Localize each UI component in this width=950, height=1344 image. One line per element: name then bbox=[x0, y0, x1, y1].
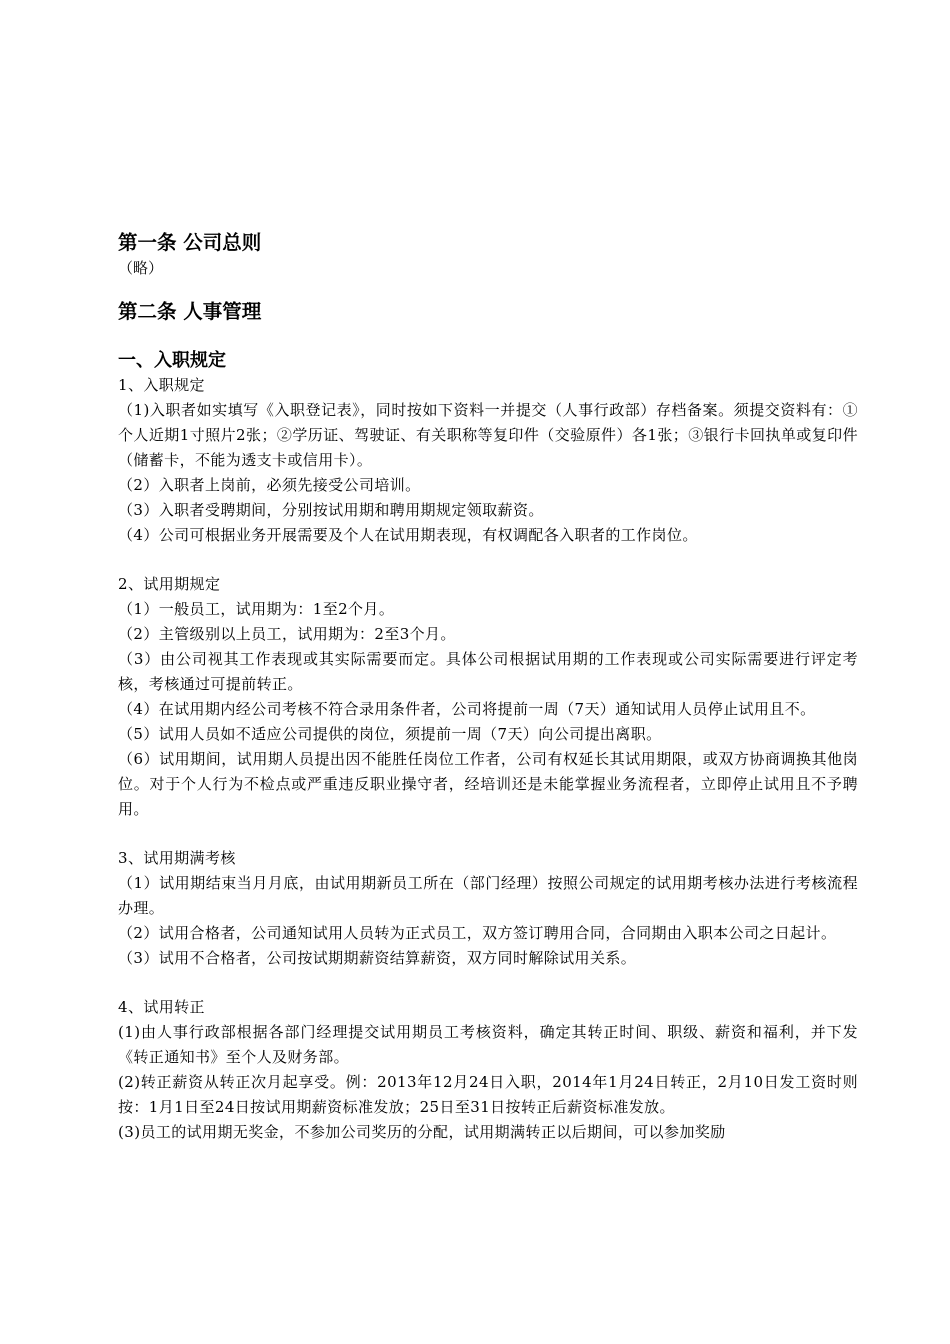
article-1-title: 第一条 公司总则 bbox=[118, 231, 262, 254]
paragraph: （3）由公司视其工作表现或其实际需要而定。具体公司根据试用期的工作表现或公司实际需要进行评定考核，考核通过可提前转正。 bbox=[118, 650, 858, 693]
paragraph: （3）试用不合格者，公司按试期期薪资结算薪资，双方同时解除试用关系。 bbox=[118, 949, 637, 967]
paragraph: （3）入职者受聘期间，分别按试用期和聘用期规定领取薪资。 bbox=[118, 501, 544, 519]
document-page bbox=[118, 230, 858, 1145]
spacer bbox=[118, 971, 858, 995]
spacer bbox=[118, 325, 858, 349]
paragraph: (3)员工的试用期无奖金，不参加公司奖历的分配，试用期满转正以后期间，可以参加奖励 bbox=[118, 1123, 726, 1141]
paragraph: （1)入职者如实填写《入职登记表》，同时按如下资料一并提交（人事行政部）存档备案。须提交资料有：①个人近期1寸照片2张；②学历证、驾驶证、有关职称等复印件（交验原件）各1张；③银行卡回执单或复印件（储蓄卡，不能为透支卡或信用卡）。 bbox=[118, 401, 858, 469]
subsection-1-title: 1、入职规定 bbox=[118, 376, 205, 394]
paragraph: （1）一般员工，试用期为：1至2个月。 bbox=[118, 600, 395, 618]
section-1-title: 一、入职规定 bbox=[118, 350, 226, 371]
spacer bbox=[118, 822, 858, 846]
paragraph: (2)转正薪资从转正次月起享受。例：2013年12月24日入职，2014年1月24日转正，2月10日发工资时则按：1月1日至24日按试用期薪资标准发放；25日至31日按转正后薪资标准发放。 bbox=[118, 1073, 858, 1116]
article-2-title: 第二条 人事管理 bbox=[118, 300, 262, 323]
spacer bbox=[118, 548, 858, 572]
subsection-4-title: 4、试用转正 bbox=[118, 998, 205, 1016]
paragraph: （5）试用人员如不适应公司提供的岗位，须提前一周（7天）向公司提出离职。 bbox=[118, 725, 662, 743]
paragraph: （4）在试用期内经公司考核不符合录用条件者，公司将提前一周（7天）通知试用人员停止试用且不。 bbox=[118, 700, 816, 718]
paragraph: （2）入职者上岗前，必须先接受公司培训。 bbox=[118, 476, 421, 494]
article-1-note: （略） bbox=[118, 259, 164, 277]
paragraph: (1)由人事行政部根据各部门经理提交试用期员工考核资料，确定其转正时间、职级、薪资和福利，并下发《转正通知书》至个人及财务部。 bbox=[118, 1023, 858, 1066]
subsection-3-title: 3、试用期满考核 bbox=[118, 849, 236, 867]
paragraph: （1）试用期结束当月月底，由试用期新员工所在（部门经理）按照公司规定的试用期考核办法进行考核流程办理。 bbox=[118, 874, 858, 917]
paragraph: （2）试用合格者，公司通知试用人员转为正式员工，双方签订聘用合同，合同期由入职本公司之日起计。 bbox=[118, 924, 837, 942]
paragraph: （2）主管级别以上员工，试用期为：2至3个月。 bbox=[118, 625, 456, 643]
paragraph: （4）公司可根据业务开展需要及个人在试用期表现，有权调配各入职者的工作岗位。 bbox=[118, 526, 698, 544]
paragraph: （6）试用期间，试用期人员提出因不能胜任岗位工作者，公司有权延长其试用期限，或双方协商调换其他岗位。对于个人行为不检点或严重违反职业操守者，经培训还是未能掌握业务流程者，立即停止试用且不予聘用。 bbox=[118, 750, 858, 818]
subsection-2-title: 2、试用期规定 bbox=[118, 575, 221, 593]
spacer bbox=[118, 281, 858, 299]
